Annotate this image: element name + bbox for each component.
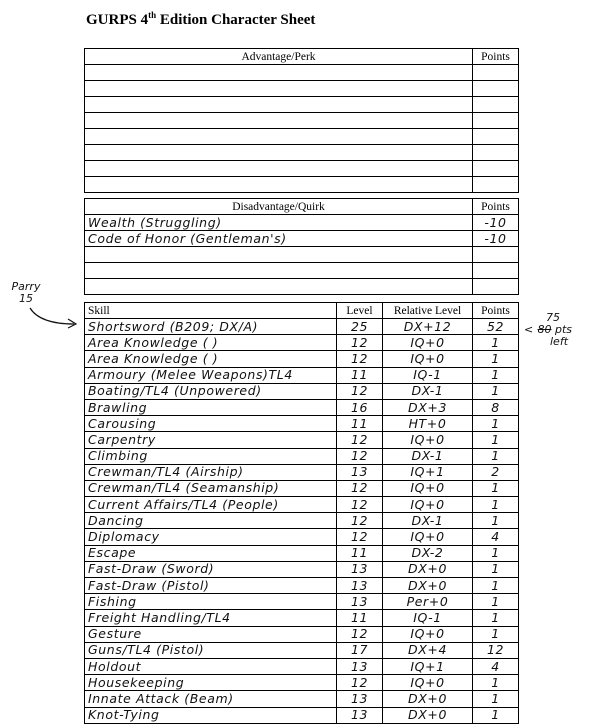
skill-points: 1 (473, 367, 519, 383)
skill-level: 11 (337, 416, 383, 432)
skill-name: Crewman/TL4 (Airship) (85, 464, 337, 480)
skill-level: 13 (337, 561, 383, 577)
disadvantage-points-header: Points (473, 199, 519, 215)
skill-relative-level: IQ+0 (383, 675, 473, 691)
skill-points: 1 (473, 335, 519, 351)
skill-name: Gesture (85, 626, 337, 642)
skill-relative-level: IQ+1 (383, 464, 473, 480)
skill-name: Fishing (85, 594, 337, 610)
parry-label: Parry (11, 280, 41, 293)
disadvantage-name: Wealth (Struggling) (85, 215, 473, 231)
skill-relative-level: IQ+0 (383, 497, 473, 513)
relative-level-column-header: Relative Level (383, 303, 473, 319)
skill-name: Brawling (85, 399, 337, 415)
skill-name: Freight Handling/TL4 (85, 610, 337, 626)
skill-name: Fast-Draw (Sword) (85, 561, 337, 577)
skill-name: Fast-Draw (Pistol) (85, 578, 337, 594)
skill-relative-level: DX-1 (383, 513, 473, 529)
skill-level: 12 (337, 432, 383, 448)
skill-name: Boating/TL4 (Unpowered) (85, 383, 337, 399)
skill-level: 13 (337, 594, 383, 610)
advantage-points-header: Points (473, 49, 519, 65)
skill-level: 11 (337, 545, 383, 561)
title-text: GURPS 4 (86, 12, 149, 28)
skill-relative-level: DX+0 (383, 561, 473, 577)
skill-name: Innate Attack (Beam) (85, 691, 337, 707)
skill-name: Knot-Tying (85, 707, 337, 723)
skill-level: 11 (337, 367, 383, 383)
skill-name: Current Affairs/TL4 (People) (85, 497, 337, 513)
points-label: pts (555, 323, 573, 336)
skill-level: 13 (337, 691, 383, 707)
skill-level: 25 (337, 319, 383, 335)
skill-relative-level: DX-1 (383, 448, 473, 464)
skill-name: Carpentry (85, 432, 337, 448)
points-old-value: 80 (537, 323, 552, 336)
skill-points: 1 (473, 707, 519, 723)
skill-relative-level: IQ+0 (383, 335, 473, 351)
skill-relative-level: DX-1 (383, 383, 473, 399)
skill-relative-level: IQ+1 (383, 658, 473, 674)
disadvantage-points: -10 (473, 231, 519, 247)
skill-relative-level: IQ+0 (383, 351, 473, 367)
skill-name: Escape (85, 545, 337, 561)
title-rest: Edition Character Sheet (156, 12, 316, 28)
skill-level: 12 (337, 480, 383, 496)
skill-points: 1 (473, 497, 519, 513)
skill-points: 12 (473, 642, 519, 658)
skill-level: 16 (337, 399, 383, 415)
skill-level: 13 (337, 658, 383, 674)
skill-level: 12 (337, 513, 383, 529)
disadvantage-column-header: Disadvantage/Quirk (85, 199, 473, 215)
skill-points: 1 (473, 383, 519, 399)
skill-relative-level: HT+0 (383, 416, 473, 432)
parry-arrow (30, 308, 74, 324)
advantage-column-header: Advantage/Perk (85, 49, 473, 65)
skill-level: 13 (337, 707, 383, 723)
skill-points: 1 (473, 351, 519, 367)
skill-points: 4 (473, 658, 519, 674)
skill-name: Armoury (Melee Weapons)TL4 (85, 367, 337, 383)
skill-name: Shortsword (B209; DX/A) (85, 319, 337, 335)
skill-level: 12 (337, 529, 383, 545)
skill-name: Climbing (85, 448, 337, 464)
points-new-value: 75 (546, 311, 560, 324)
skill-level: 12 (337, 335, 383, 351)
skill-level: 13 (337, 464, 383, 480)
skill-relative-level: IQ+0 (383, 480, 473, 496)
level-column-header: Level (337, 303, 383, 319)
skill-relative-level: DX-2 (383, 545, 473, 561)
skill-level: 13 (337, 578, 383, 594)
skill-points: 1 (473, 545, 519, 561)
skill-points: 2 (473, 464, 519, 480)
skill-relative-level: IQ-1 (383, 610, 473, 626)
skill-relative-level: DX+0 (383, 578, 473, 594)
skill-level: 17 (337, 642, 383, 658)
less-than-mark: < (524, 323, 534, 336)
skill-name: Holdout (85, 658, 337, 674)
skill-name: Crewman/TL4 (Seamanship) (85, 480, 337, 496)
skill-relative-level: IQ-1 (383, 367, 473, 383)
skill-level: 12 (337, 675, 383, 691)
skill-column-header: Skill (85, 303, 337, 319)
skill-points: 1 (473, 626, 519, 642)
skill-level: 12 (337, 626, 383, 642)
skill-level: 11 (337, 610, 383, 626)
skill-relative-level: IQ+0 (383, 432, 473, 448)
skill-points: 1 (473, 594, 519, 610)
skill-name: Housekeeping (85, 675, 337, 691)
skill-relative-level: DX+0 (383, 691, 473, 707)
skill-points: 1 (473, 513, 519, 529)
disadvantage-points: -10 (473, 215, 519, 231)
skill-name: Dancing (85, 513, 337, 529)
skill-points: 1 (473, 675, 519, 691)
skill-relative-level: DX+4 (383, 642, 473, 658)
skill-relative-level: DX+0 (383, 707, 473, 723)
skill-name: Carousing (85, 416, 337, 432)
skill-points: 1 (473, 561, 519, 577)
skill-name: Area Knowledge ( ) (85, 335, 337, 351)
skill-level: 12 (337, 448, 383, 464)
skill-points: 52 (473, 319, 519, 335)
skill-relative-level: IQ+0 (383, 626, 473, 642)
skill-points: 1 (473, 480, 519, 496)
title-superscript: th (148, 10, 157, 20)
skill-name: Area Knowledge ( ) (85, 351, 337, 367)
points-left-label: left (550, 335, 569, 348)
skill-points: 4 (473, 529, 519, 545)
skill-relative-level: Per+0 (383, 594, 473, 610)
skill-points: 1 (473, 416, 519, 432)
disadvantage-name: Code of Honor (Gentleman's) (85, 231, 473, 247)
skill-points-column-header: Points (473, 303, 519, 319)
skill-level: 12 (337, 383, 383, 399)
skill-points: 1 (473, 691, 519, 707)
skill-points: 1 (473, 610, 519, 626)
skill-points: 8 (473, 399, 519, 415)
skill-relative-level: DX+3 (383, 399, 473, 415)
skill-points: 1 (473, 432, 519, 448)
skill-level: 12 (337, 497, 383, 513)
skill-points: 1 (473, 578, 519, 594)
skill-relative-level: DX+12 (383, 319, 473, 335)
skill-level: 12 (337, 351, 383, 367)
skill-name: Guns/TL4 (Pistol) (85, 642, 337, 658)
skill-points: 1 (473, 448, 519, 464)
skill-name: Diplomacy (85, 529, 337, 545)
skill-relative-level: IQ+0 (383, 529, 473, 545)
parry-value: 15 (19, 292, 33, 305)
